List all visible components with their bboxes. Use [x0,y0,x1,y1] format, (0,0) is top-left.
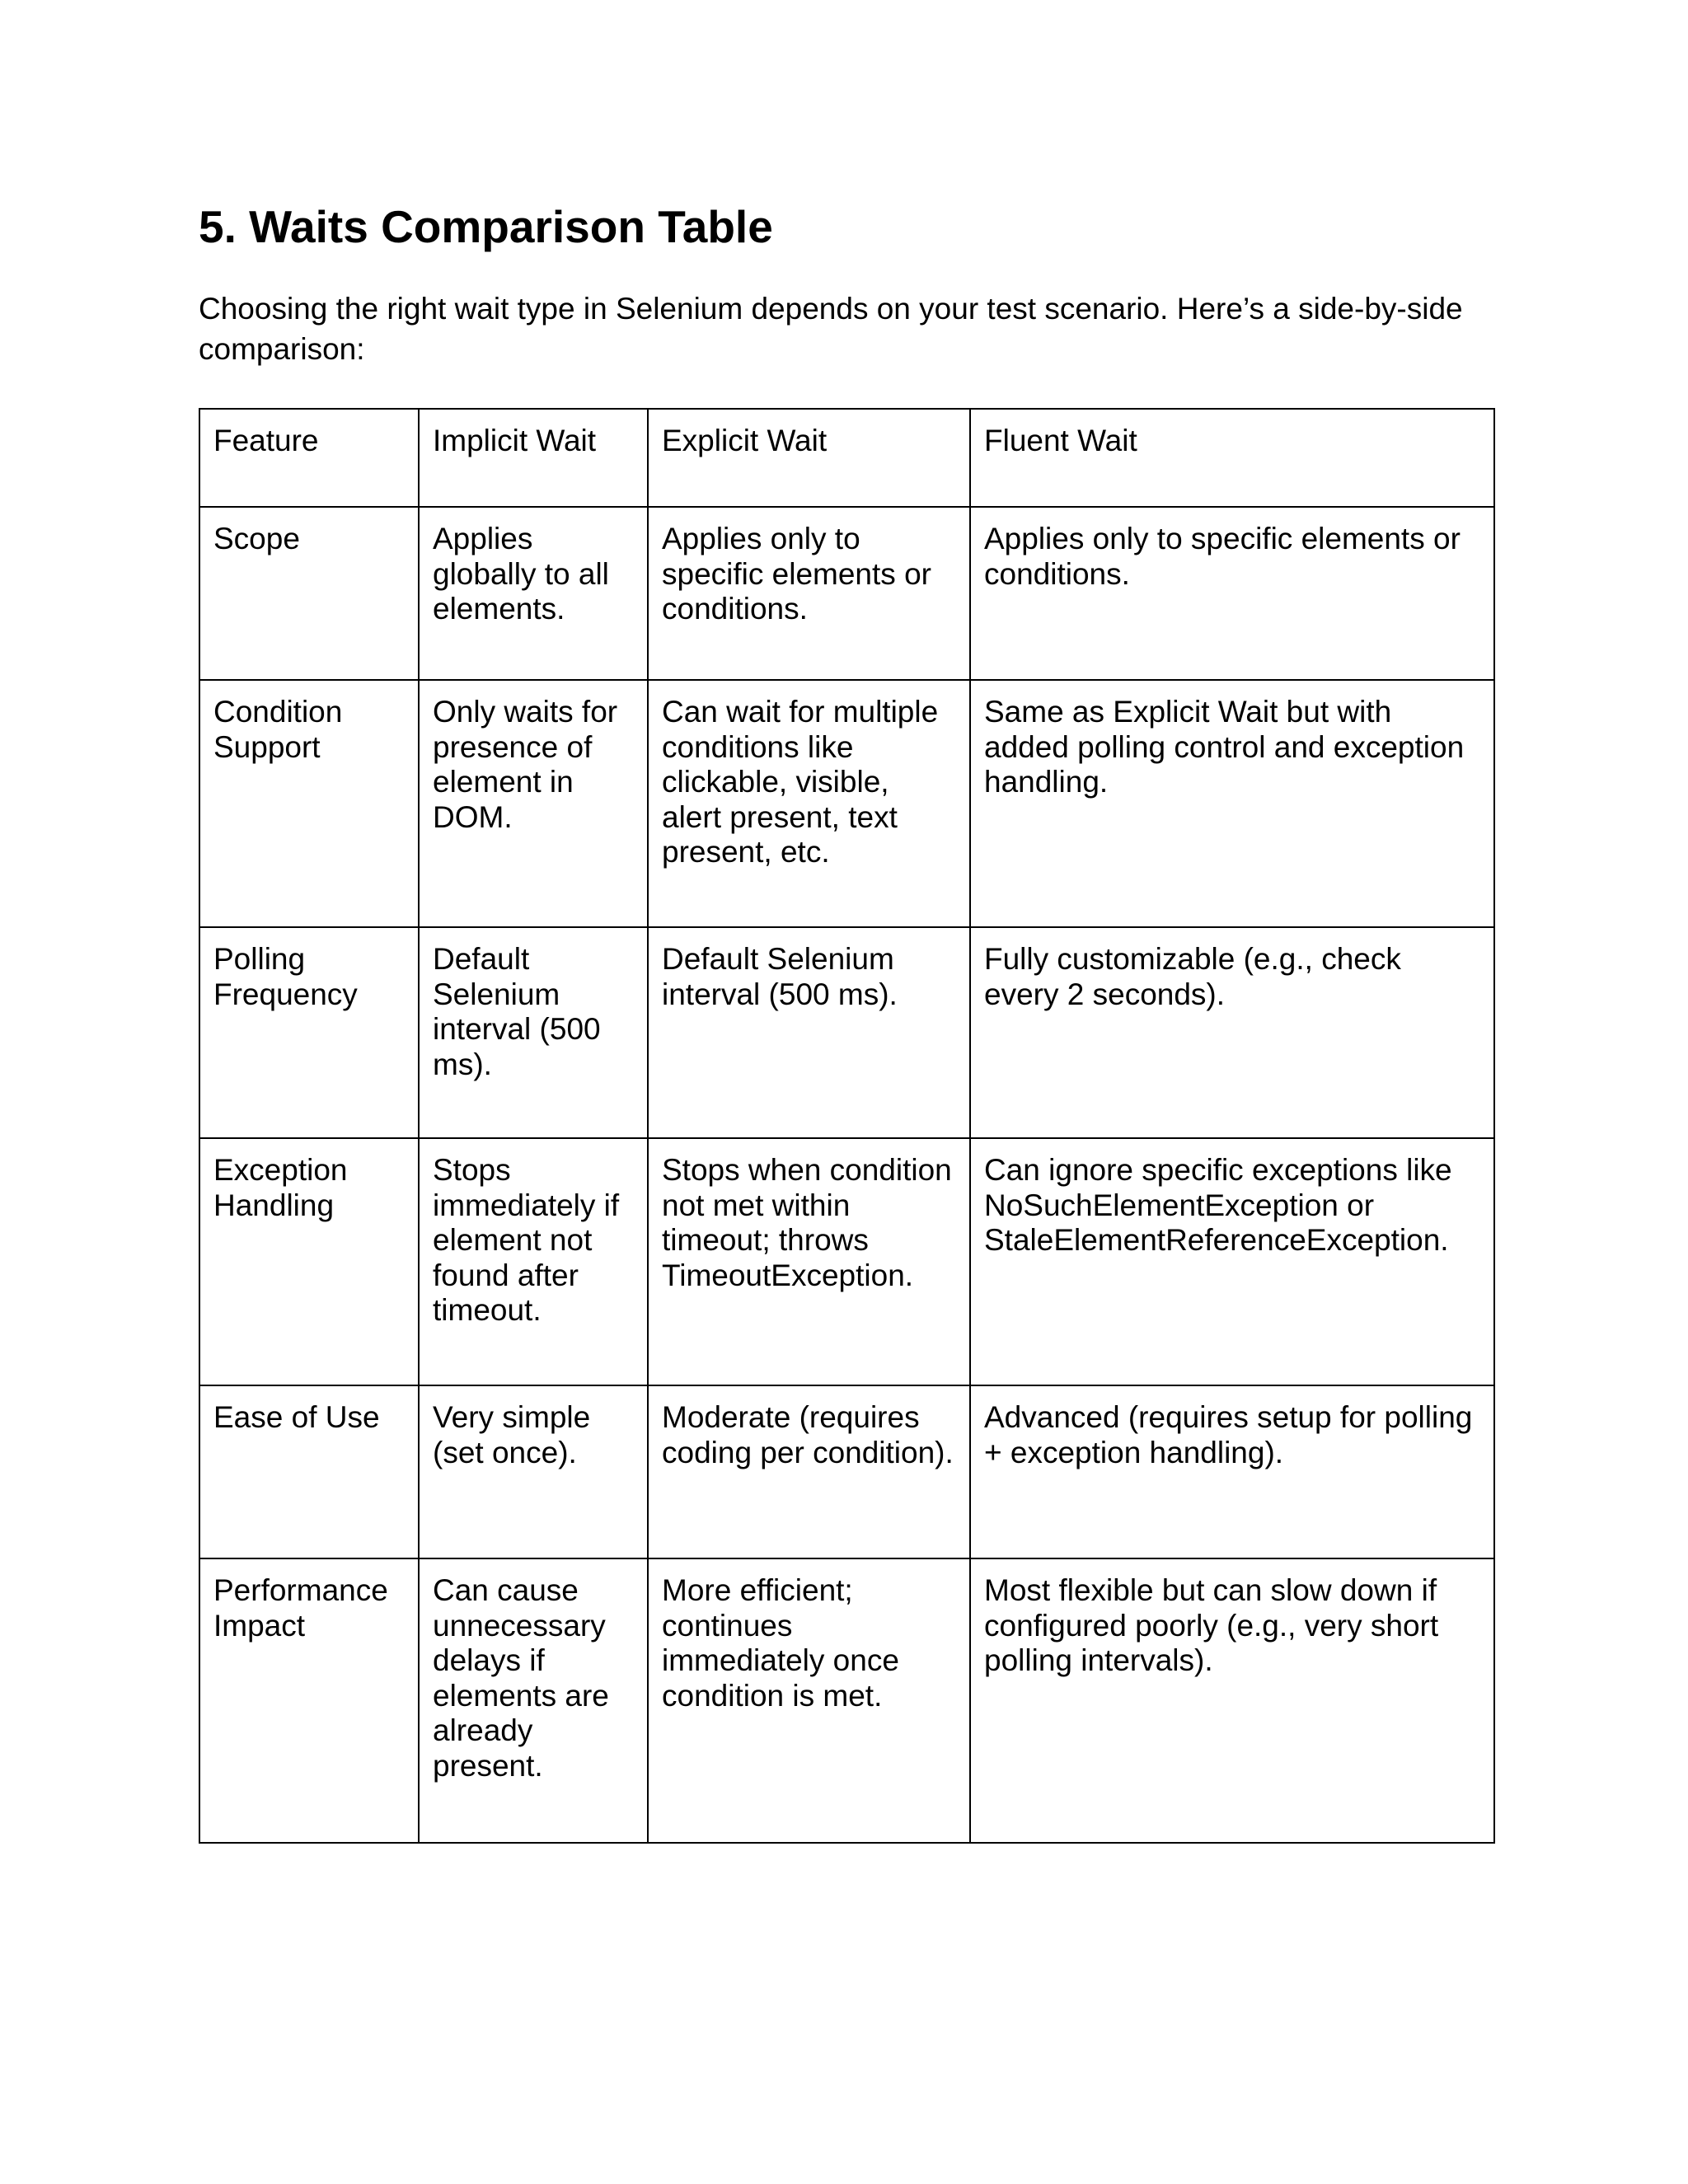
section-heading: 5. Waits Comparison Table [199,201,773,252]
table-cell: Condition Support [199,680,419,927]
table-row-ease-of-use [199,1385,1494,1558]
table-cell: Default Selenium interval (500 ms). [648,927,970,1138]
document-page [199,190,1493,1783]
table-cell: Applies globally to all elements. [419,507,648,680]
table-cell: Polling Frequency [199,927,419,1138]
table-cell: Very simple (set once). [419,1385,648,1558]
table-cell: Stops when condition not met within timeout; throws TimeoutException. [648,1138,970,1385]
table-row-performance-impact [199,1558,1494,1843]
table-cell: Stops immediately if element not found after timeout. [419,1138,648,1385]
table-cell: Most flexible but can slow down if configured poorly (e.g., very short polling intervals). [970,1558,1494,1843]
table-cell: Ease of Use [199,1385,419,1558]
table-cell: Exception Handling [199,1138,419,1385]
table-row-condition-support [199,680,1494,927]
header-cell-explicit-wait: Explicit Wait [648,409,970,507]
table-cell: Only waits for presence of element in DOM. [419,680,648,927]
table-cell: Default Selenium interval (500 ms). [419,927,648,1138]
header-cell-implicit-wait: Implicit Wait [419,409,648,507]
table-cell: Applies only to specific elements or conditions. [648,507,970,680]
intro-paragraph: Choosing the right wait type in Selenium depends on your test scenario. Here’s a side-by-side comparison: [199,292,1463,366]
table-cell: Scope [199,507,419,680]
table-cell: More efficient; continues immediately once condition is met. [648,1558,970,1843]
table-row-polling-frequency [199,927,1494,1138]
table-cell: Can wait for multiple conditions like clickable, visible, alert present, text present, etc. [648,680,970,927]
table-row-exception-handling [199,1138,1494,1385]
table-cell: Moderate (requires coding per condition). [648,1385,970,1558]
table-header-row [199,409,1494,507]
table-cell: Can cause unnecessary delays if elements are already present. [419,1558,648,1843]
waits-comparison-table [199,408,1495,1844]
table-row-scope [199,507,1494,680]
header-cell-feature: Feature [199,409,419,507]
table-cell: Advanced (requires setup for polling + exception handling). [970,1385,1494,1558]
header-cell-fluent-wait: Fluent Wait [970,409,1494,507]
table-cell: Performance Impact [199,1558,419,1843]
table-cell: Applies only to specific elements or conditions. [970,507,1494,680]
table-cell: Fully customizable (e.g., check every 2 seconds). [970,927,1494,1138]
table-cell: Same as Explicit Wait but with added polling control and exception handling. [970,680,1494,927]
table-cell: Can ignore specific exceptions like NoSuchElementException or StaleElementReferenceException. [970,1138,1494,1385]
